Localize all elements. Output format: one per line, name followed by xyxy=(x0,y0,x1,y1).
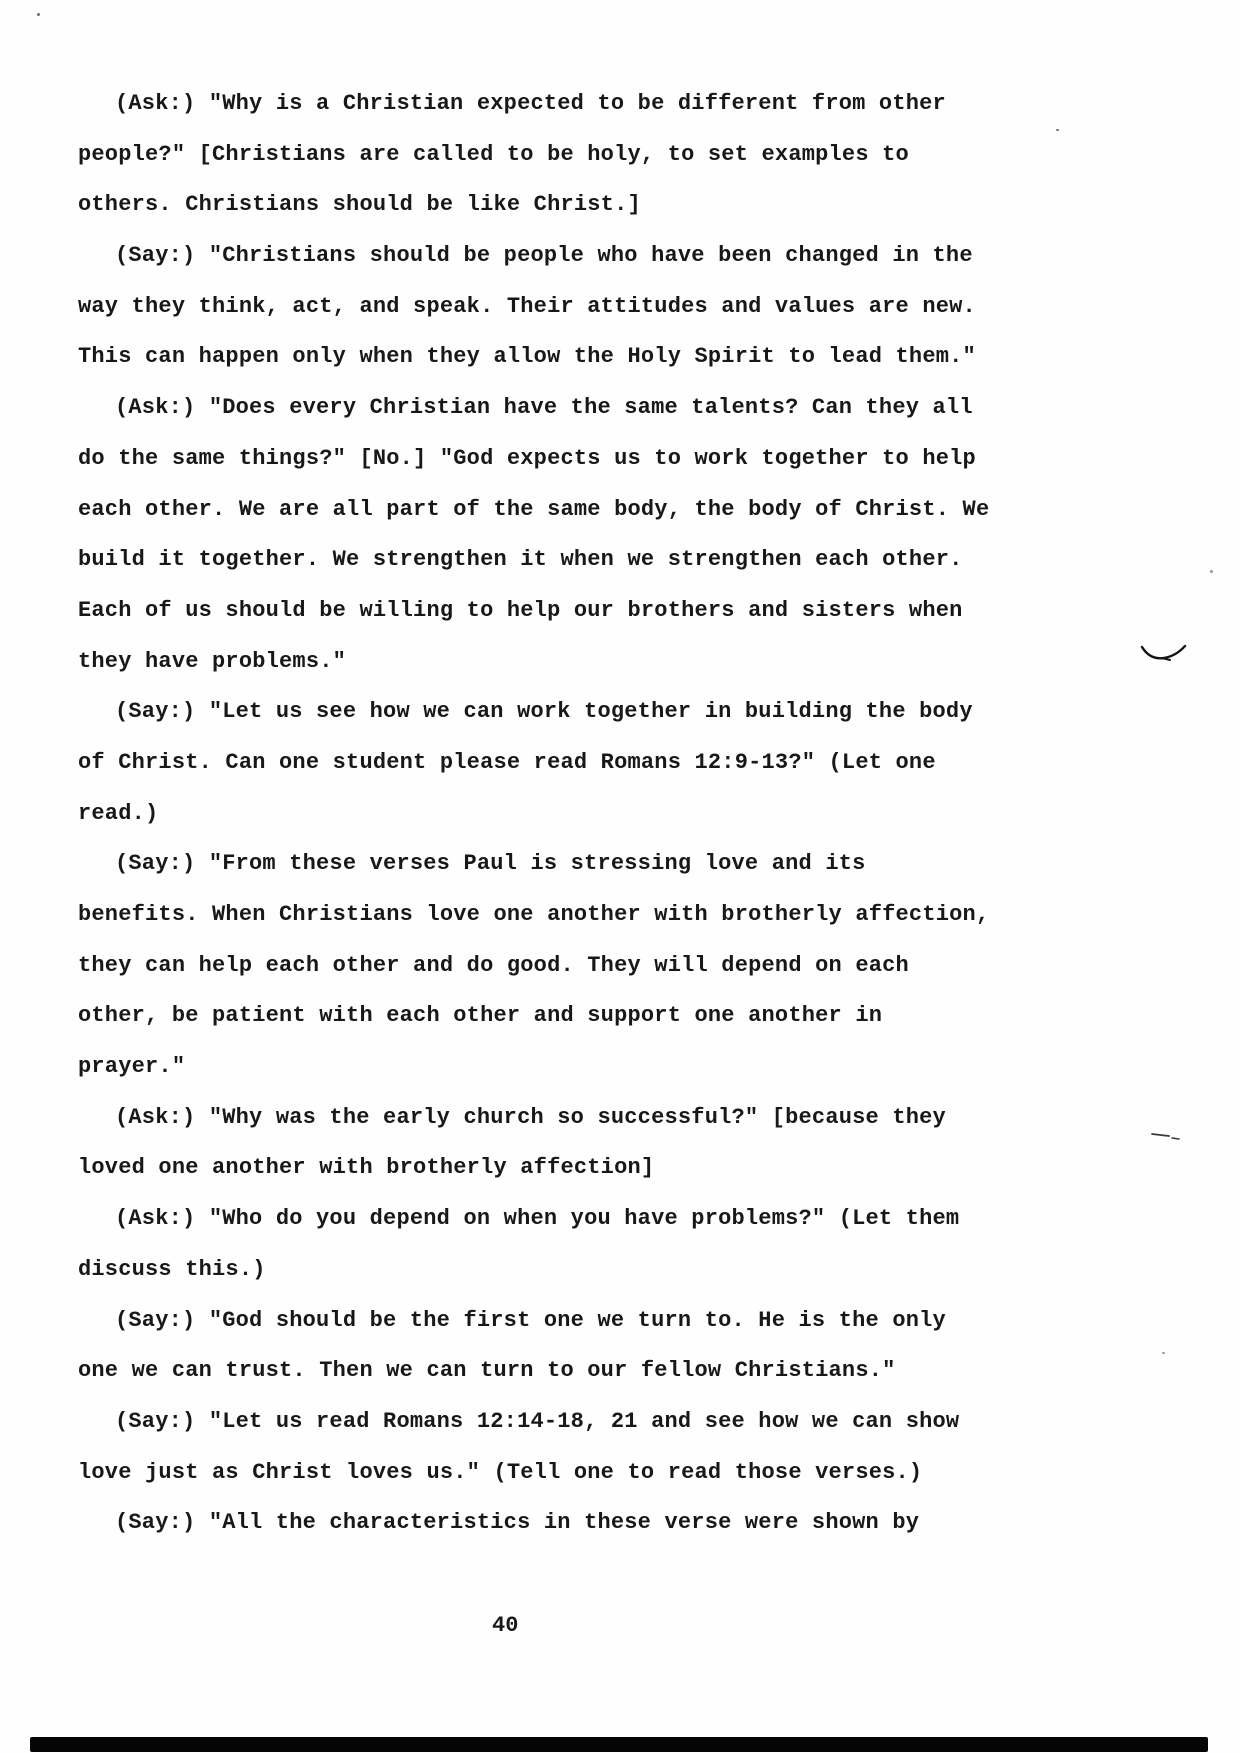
paper-speck xyxy=(37,13,40,16)
text-line: they can help each other and do good. They will depend on each xyxy=(78,952,909,978)
text-line: build it together. We strengthen it when we strengthen each other. xyxy=(78,547,963,573)
text-line: (Say:) "From these verses Paul is stressing love and its xyxy=(115,851,866,877)
text-line: they have problems." xyxy=(78,648,347,674)
text-line: others. Christians should be like Christ.] xyxy=(78,192,641,218)
text-line: people?" [Christians are called to be holy, to set examples to xyxy=(78,141,909,167)
scan-edge-bar xyxy=(30,1737,1208,1752)
handwritten-dash-mark-icon xyxy=(1150,1128,1184,1144)
text-line: (Ask:) "Does every Christian have the same talents? Can they all xyxy=(115,395,973,421)
paper-speck xyxy=(1056,129,1059,131)
text-line: (Say:) "Christians should be people who have been changed in the xyxy=(115,243,973,269)
page-number: 40 xyxy=(492,1613,519,1638)
paragraph xyxy=(78,1498,1018,1549)
text-line: Each of us should be willing to help our brothers and sisters when xyxy=(78,597,963,623)
text-line: of Christ. Can one student please read Romans 12:9-13?" (Let one xyxy=(78,749,936,775)
text-line: (Say:) "Let us read Romans 12:14-18, 21 and see how we can show xyxy=(115,1408,960,1434)
text-line: (Say:) "Let us see how we can work together in building the body xyxy=(115,699,973,725)
text-line: each other. We are all part of the same body, the body of Christ. We xyxy=(78,496,990,522)
text-line: other, be patient with each other and support one another in xyxy=(78,1003,883,1029)
paragraph xyxy=(78,1397,1018,1498)
paragraph xyxy=(78,1093,1018,1194)
text-line: (Ask:) "Who do you depend on when you have problems?" (Let them xyxy=(115,1206,960,1232)
text-line: (Say:) "All the characteristics in these verse were shown by xyxy=(115,1510,920,1536)
text-line: do the same things?" [No.] "God expects us to work together to help xyxy=(78,445,976,471)
text-line: (Ask:) "Why is a Christian expected to be different from other xyxy=(115,91,946,116)
paper-speck xyxy=(1210,570,1213,573)
text-line: (Ask:) "Why was the early church so successful?" [because they xyxy=(115,1104,946,1130)
text-line: loved one another with brotherly affection] xyxy=(78,1155,655,1181)
handwritten-check-mark-icon xyxy=(1140,640,1188,668)
text-line: discuss this.) xyxy=(78,1256,266,1282)
text-line: benefits. When Christians love one another with brotherly affection, xyxy=(78,902,990,927)
paragraph xyxy=(78,687,1018,839)
paragraph xyxy=(78,383,1018,687)
document-text-block xyxy=(78,79,1018,1549)
paper-speck xyxy=(1162,1352,1165,1354)
text-line: love just as Christ loves us." (Tell one to read those verses.) xyxy=(78,1459,923,1485)
text-line: one we can trust. Then we can turn to our fellow Christians." xyxy=(78,1358,896,1384)
paragraph xyxy=(78,1194,1018,1295)
text-line: This can happen only when they allow the Holy Spirit to lead them." xyxy=(78,344,976,370)
text-line: way they think, act, and speak. Their attitudes and values are new. xyxy=(78,293,976,319)
paragraph xyxy=(78,79,1018,231)
paragraph xyxy=(78,839,1018,1092)
text-line: read.) xyxy=(78,800,159,826)
paragraph xyxy=(78,1296,1018,1397)
text-line: (Say:) "God should be the first one we turn to. He is the only xyxy=(115,1307,946,1333)
paragraph xyxy=(78,231,1018,383)
text-line: prayer." xyxy=(78,1054,186,1080)
